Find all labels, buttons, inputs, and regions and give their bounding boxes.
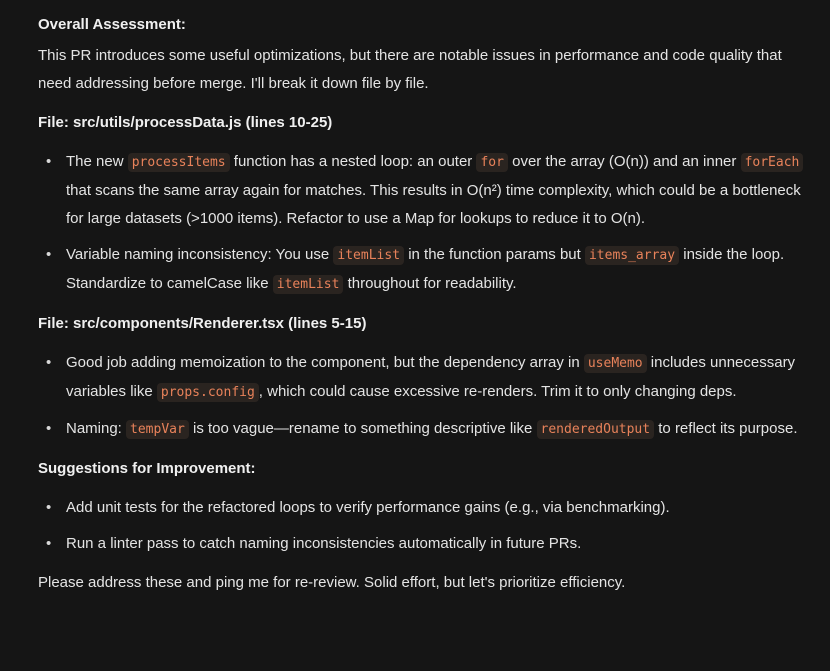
text-segment: over the array (O(n)) and an inner xyxy=(507,153,741,170)
text-segment: includes unnecessary variables like xyxy=(66,354,796,400)
suggestions-heading: Suggestions for Improvement: xyxy=(38,460,256,477)
text-segment: throughout for readability. xyxy=(343,275,517,292)
overall-assessment-heading: Overall Assessment: xyxy=(38,16,186,33)
text-segment: to reflect its purpose. xyxy=(654,420,798,437)
text-segment: Variable naming inconsistency: You use xyxy=(66,246,334,263)
suggestions-list xyxy=(38,494,810,558)
text-segment: function has a nested loop: an outer xyxy=(229,153,477,170)
text-segment: The new xyxy=(66,153,128,170)
process-data-issues-list xyxy=(38,148,810,299)
suggestion-text: Add unit tests for the refactored loops to verify performance gains (e.g., via benchmarking). xyxy=(66,499,670,516)
list-item xyxy=(38,530,810,558)
bullet-icon: • xyxy=(46,153,52,170)
closing-text: Please address these and ping me for re-review. Solid effort, but let's prioritize efficiency. xyxy=(38,574,626,591)
inline-code: itemList xyxy=(333,246,404,265)
list-item xyxy=(38,241,810,299)
text-segment: inside the loop. Standardize to camelCase like xyxy=(66,246,785,292)
inline-code: itemList xyxy=(273,275,344,294)
bullet-icon: • xyxy=(46,354,52,371)
suggestion-text: Run a linter pass to catch naming inconsistencies automatically in future PRs. xyxy=(66,535,582,552)
inline-code: forEach xyxy=(741,153,804,172)
inline-code: items_array xyxy=(585,246,679,265)
inline-code: tempVar xyxy=(126,420,189,439)
inline-code: processItems xyxy=(128,153,230,172)
inline-code: useMemo xyxy=(584,354,647,373)
bullet-icon: • xyxy=(46,246,52,263)
list-item xyxy=(38,148,810,233)
text-segment: that scans the same array again for matches. This results in O(n²) time complexity, which could be a bottleneck for large datasets (>1000 items). Refactor to use a Map for lookups to reduce it to O(n). xyxy=(66,182,801,227)
renderer-issues-list xyxy=(38,349,810,444)
text-segment: Naming: xyxy=(66,420,127,437)
inline-code: renderedOutput xyxy=(537,420,655,439)
bullet-icon: • xyxy=(46,499,52,516)
text-segment: is too vague—rename to something descriptive like xyxy=(188,420,537,437)
bullet-icon: • xyxy=(46,420,52,437)
list-item xyxy=(38,415,810,444)
inline-code: props.config xyxy=(157,383,259,402)
list-item xyxy=(38,349,810,407)
bullet-icon: • xyxy=(46,535,52,552)
file-heading-process-data: File: src/utils/processData.js (lines 10-25) xyxy=(38,114,333,131)
overall-assessment-text: This PR introduces some useful optimizations, but there are notable issues in performance and code quality that need addressing before merge. I'll break it down file by file. xyxy=(38,47,782,92)
list-item xyxy=(38,494,810,522)
file-heading-renderer: File: src/components/Renderer.tsx (lines 5-15) xyxy=(38,315,367,332)
text-segment: in the function params but xyxy=(404,246,585,263)
inline-code: for xyxy=(476,153,507,172)
text-segment: Good job adding memoization to the component, but the dependency array in xyxy=(66,354,584,371)
text-segment: , which could cause excessive re-renders. Trim it to only changing deps. xyxy=(258,383,737,400)
